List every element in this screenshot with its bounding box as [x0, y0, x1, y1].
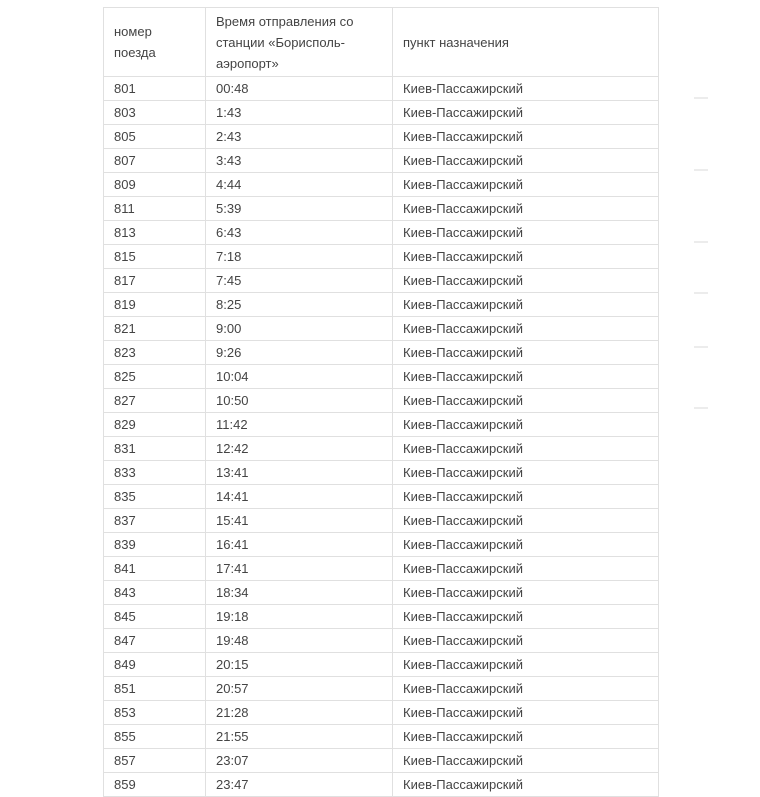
cell-destination: Киев-Пассажирский [393, 317, 659, 341]
cell-number: 847 [104, 629, 206, 653]
table-row [104, 77, 659, 101]
cell-destination: Киев-Пассажирский [393, 749, 659, 773]
table-row [104, 317, 659, 341]
cell-destination: Киев-Пассажирский [393, 581, 659, 605]
cell-time: 6:43 [206, 221, 393, 245]
faint-dash-mark [694, 241, 708, 243]
cell-destination: Киев-Пассажирский [393, 413, 659, 437]
cell-number: 833 [104, 461, 206, 485]
faint-dash-mark [694, 169, 708, 171]
cell-destination: Киев-Пассажирский [393, 245, 659, 269]
cell-time: 21:55 [206, 725, 393, 749]
cell-number: 809 [104, 173, 206, 197]
cell-time: 5:39 [206, 197, 393, 221]
cell-destination: Киев-Пассажирский [393, 509, 659, 533]
table-row [104, 269, 659, 293]
table-row [104, 389, 659, 413]
faint-dash-mark [694, 97, 708, 99]
cell-destination: Киев-Пассажирский [393, 485, 659, 509]
table-row [104, 701, 659, 725]
cell-time: 9:00 [206, 317, 393, 341]
cell-destination: Киев-Пассажирский [393, 365, 659, 389]
table-row [104, 533, 659, 557]
table-row [104, 197, 659, 221]
table-row [104, 413, 659, 437]
cell-time: 10:04 [206, 365, 393, 389]
faint-dash-mark [694, 346, 708, 348]
cell-destination: Киев-Пассажирский [393, 725, 659, 749]
cell-destination: Киев-Пассажирский [393, 605, 659, 629]
table-row [104, 557, 659, 581]
cell-number: 807 [104, 149, 206, 173]
cell-destination: Киев-Пассажирский [393, 701, 659, 725]
cell-destination: Киев-Пассажирский [393, 629, 659, 653]
cell-time: 19:48 [206, 629, 393, 653]
table-row [104, 461, 659, 485]
cell-destination: Киев-Пассажирский [393, 149, 659, 173]
cell-destination: Киев-Пассажирский [393, 197, 659, 221]
cell-number: 827 [104, 389, 206, 413]
cell-destination: Киев-Пассажирский [393, 221, 659, 245]
cell-number: 821 [104, 317, 206, 341]
table-row [104, 605, 659, 629]
cell-number: 801 [104, 77, 206, 101]
cell-destination: Киев-Пассажирский [393, 773, 659, 797]
cell-number: 817 [104, 269, 206, 293]
cell-number: 843 [104, 581, 206, 605]
cell-number: 825 [104, 365, 206, 389]
table-body [104, 77, 659, 797]
cell-number: 859 [104, 773, 206, 797]
cell-destination: Киев-Пассажирский [393, 677, 659, 701]
cell-time: 13:41 [206, 461, 393, 485]
table-row [104, 245, 659, 269]
table-row [104, 749, 659, 773]
cell-destination: Киев-Пассажирский [393, 125, 659, 149]
table-row [104, 773, 659, 797]
cell-time: 17:41 [206, 557, 393, 581]
cell-number: 811 [104, 197, 206, 221]
cell-time: 15:41 [206, 509, 393, 533]
cell-time: 12:42 [206, 437, 393, 461]
col-header-train-number: номер поезда [104, 8, 206, 77]
cell-time: 7:45 [206, 269, 393, 293]
cell-number: 845 [104, 605, 206, 629]
table-row [104, 725, 659, 749]
cell-destination: Киев-Пассажирский [393, 389, 659, 413]
cell-number: 819 [104, 293, 206, 317]
cell-destination: Киев-Пассажирский [393, 293, 659, 317]
table-row [104, 365, 659, 389]
cell-time: 7:18 [206, 245, 393, 269]
cell-number: 855 [104, 725, 206, 749]
cell-time: 3:43 [206, 149, 393, 173]
table-row [104, 101, 659, 125]
cell-number: 815 [104, 245, 206, 269]
cell-number: 805 [104, 125, 206, 149]
cell-number: 837 [104, 509, 206, 533]
cell-number: 839 [104, 533, 206, 557]
cell-destination: Киев-Пассажирский [393, 269, 659, 293]
cell-destination: Киев-Пассажирский [393, 533, 659, 557]
cell-time: 1:43 [206, 101, 393, 125]
table-row [104, 149, 659, 173]
cell-destination: Киев-Пассажирский [393, 173, 659, 197]
cell-destination: Киев-Пассажирский [393, 557, 659, 581]
cell-time: 9:26 [206, 341, 393, 365]
table-row [104, 293, 659, 317]
cell-time: 21:28 [206, 701, 393, 725]
cell-time: 19:18 [206, 605, 393, 629]
table-row [104, 509, 659, 533]
table-row [104, 629, 659, 653]
cell-destination: Киев-Пассажирский [393, 77, 659, 101]
table-row [104, 437, 659, 461]
faint-dash-mark [694, 292, 708, 294]
cell-destination: Киев-Пассажирский [393, 341, 659, 365]
cell-number: 851 [104, 677, 206, 701]
table-row [104, 581, 659, 605]
cell-number: 857 [104, 749, 206, 773]
col-header-departure-time: Время отправления со станции «Борисполь-аэропорт» [206, 8, 393, 77]
cell-time: 20:57 [206, 677, 393, 701]
cell-time: 14:41 [206, 485, 393, 509]
cell-number: 853 [104, 701, 206, 725]
table-row [104, 221, 659, 245]
table-row [104, 173, 659, 197]
cell-number: 823 [104, 341, 206, 365]
faint-dash-mark [694, 407, 708, 409]
col-header-destination: пункт назначения [393, 8, 659, 77]
cell-time: 2:43 [206, 125, 393, 149]
cell-number: 829 [104, 413, 206, 437]
cell-number: 835 [104, 485, 206, 509]
train-schedule [103, 7, 659, 797]
cell-time: 23:07 [206, 749, 393, 773]
table-row [104, 125, 659, 149]
train-schedule-table [103, 7, 659, 797]
cell-destination: Киев-Пассажирский [393, 101, 659, 125]
cell-destination: Киев-Пассажирский [393, 461, 659, 485]
table-row [104, 653, 659, 677]
cell-number: 813 [104, 221, 206, 245]
cell-time: 23:47 [206, 773, 393, 797]
table-header [104, 8, 659, 77]
cell-time: 20:15 [206, 653, 393, 677]
cell-time: 16:41 [206, 533, 393, 557]
cell-time: 11:42 [206, 413, 393, 437]
cell-destination: Киев-Пассажирский [393, 437, 659, 461]
cell-number: 831 [104, 437, 206, 461]
cell-destination: Киев-Пассажирский [393, 653, 659, 677]
cell-time: 8:25 [206, 293, 393, 317]
cell-time: 00:48 [206, 77, 393, 101]
cell-time: 10:50 [206, 389, 393, 413]
cell-number: 849 [104, 653, 206, 677]
cell-time: 18:34 [206, 581, 393, 605]
table-row [104, 341, 659, 365]
header-row [104, 8, 659, 77]
cell-number: 841 [104, 557, 206, 581]
cell-number: 803 [104, 101, 206, 125]
table-row [104, 485, 659, 509]
cell-time: 4:44 [206, 173, 393, 197]
table-row [104, 677, 659, 701]
